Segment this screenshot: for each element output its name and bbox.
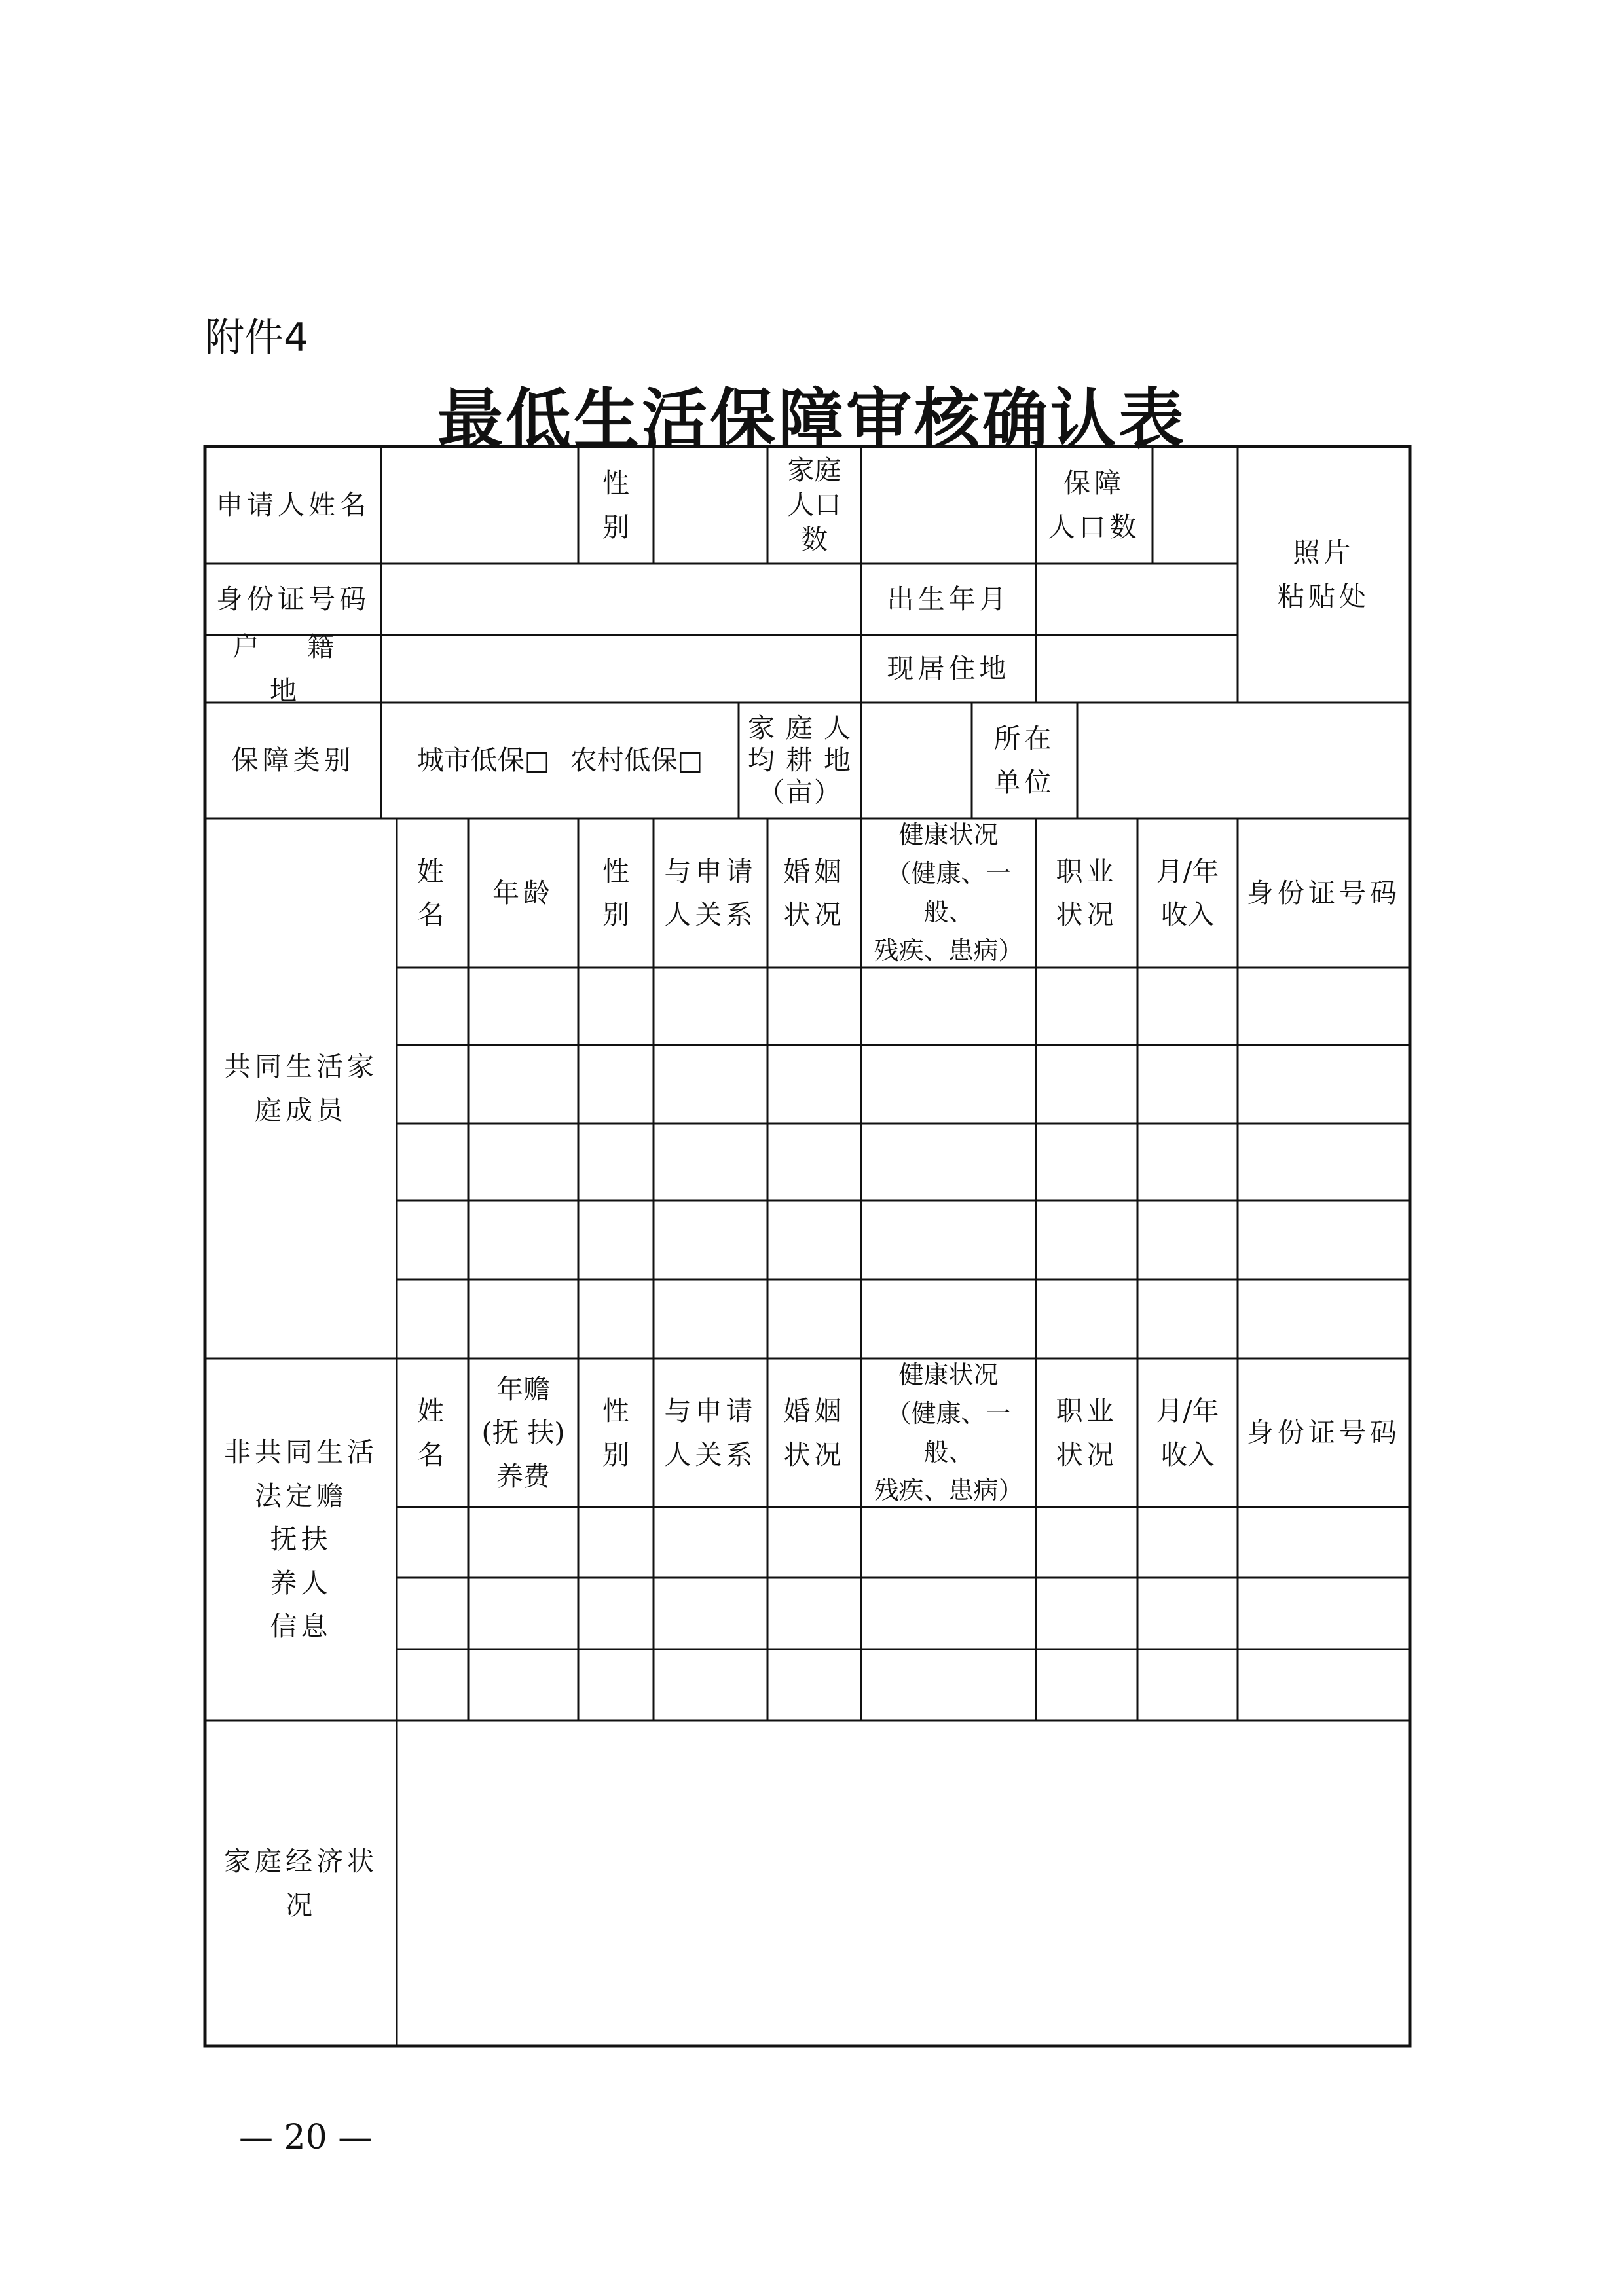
- form-title: 最低生活保障审核确认表: [437, 380, 1187, 458]
- household-header-relation: 与申请 人关系: [664, 855, 757, 930]
- household-header-gender: 性 别: [602, 855, 629, 930]
- residence-field[interactable]: [1036, 635, 1238, 702]
- farmland-field[interactable]: [861, 702, 972, 818]
- covered-size-field[interactable]: [1153, 446, 1238, 564]
- applicant-gender-field[interactable]: [654, 446, 767, 564]
- farmland-label: 家 庭 人 均 耕 地 （亩）: [747, 712, 853, 809]
- dependents-header-occupation: 职业 状况: [1056, 1395, 1118, 1470]
- applicant-name-label: 申请人姓名: [216, 489, 370, 521]
- applicant-gender-label: 性 别: [602, 467, 629, 543]
- category-options[interactable]: 城市低保□ 农村低保□: [416, 744, 703, 776]
- photo-area: 照片 粘贴处: [1278, 537, 1370, 612]
- dependents-header-relation: 与申请 人关系: [664, 1395, 757, 1470]
- dependents-header-income: 月/年 收入: [1156, 1395, 1219, 1470]
- household-header-health: 健康状况 （健康、一般、 残疾、患病）: [874, 820, 1024, 965]
- household-header-income: 月/年 收入: [1156, 855, 1219, 930]
- birth-date-label: 出生年月: [887, 583, 1010, 615]
- workplace-field[interactable]: [1077, 702, 1410, 818]
- attachment-label: 附件4: [205, 315, 309, 361]
- hukou-label: 户 籍 地: [232, 631, 354, 706]
- family-size-field[interactable]: [861, 446, 1036, 564]
- economy-label: 家庭经济状 况: [224, 1846, 378, 1921]
- id-number-label: 身份证号码: [216, 583, 370, 615]
- page-number: — 20 —: [239, 2118, 373, 2157]
- household-header-id: 身份证号码: [1247, 877, 1401, 909]
- workplace-label: 所在 单位: [993, 723, 1056, 798]
- family-size-label: 家庭 人口 数: [787, 454, 841, 556]
- category-label: 保障类别: [231, 744, 355, 776]
- household-header-age: 年龄: [492, 877, 554, 909]
- dependents-header-support-fee: 年赡 (抚 扶) 养费: [481, 1373, 565, 1492]
- dependents-header-marital: 婚姻 状况: [783, 1395, 845, 1470]
- id-number-field[interactable]: [381, 564, 861, 635]
- household-header-occupation: 职业 状况: [1056, 855, 1118, 930]
- household-header-name: 姓 名: [417, 855, 448, 930]
- covered-size-label: 保障 人口数: [1048, 467, 1141, 543]
- dependents-header-id: 身份证号码: [1247, 1417, 1401, 1449]
- hukou-field[interactable]: [381, 635, 861, 702]
- dependents-header-gender: 性 别: [602, 1395, 629, 1470]
- household-section-label: 共同生活家 庭成员: [224, 1051, 378, 1126]
- residence-label: 现居住地: [887, 653, 1010, 685]
- dependents-header-name: 姓 名: [417, 1395, 448, 1470]
- household-header-marital: 婚姻 状况: [783, 855, 845, 930]
- economy-field[interactable]: [397, 1721, 1410, 2046]
- applicant-name-field[interactable]: [381, 446, 578, 564]
- birth-date-field[interactable]: [1036, 564, 1238, 635]
- dependents-section-label: 非共同生活 法定赡 抚扶 养人 信息: [224, 1436, 378, 1643]
- dependents-header-health: 健康状况 （健康、一般、 残疾、患病）: [874, 1360, 1024, 1505]
